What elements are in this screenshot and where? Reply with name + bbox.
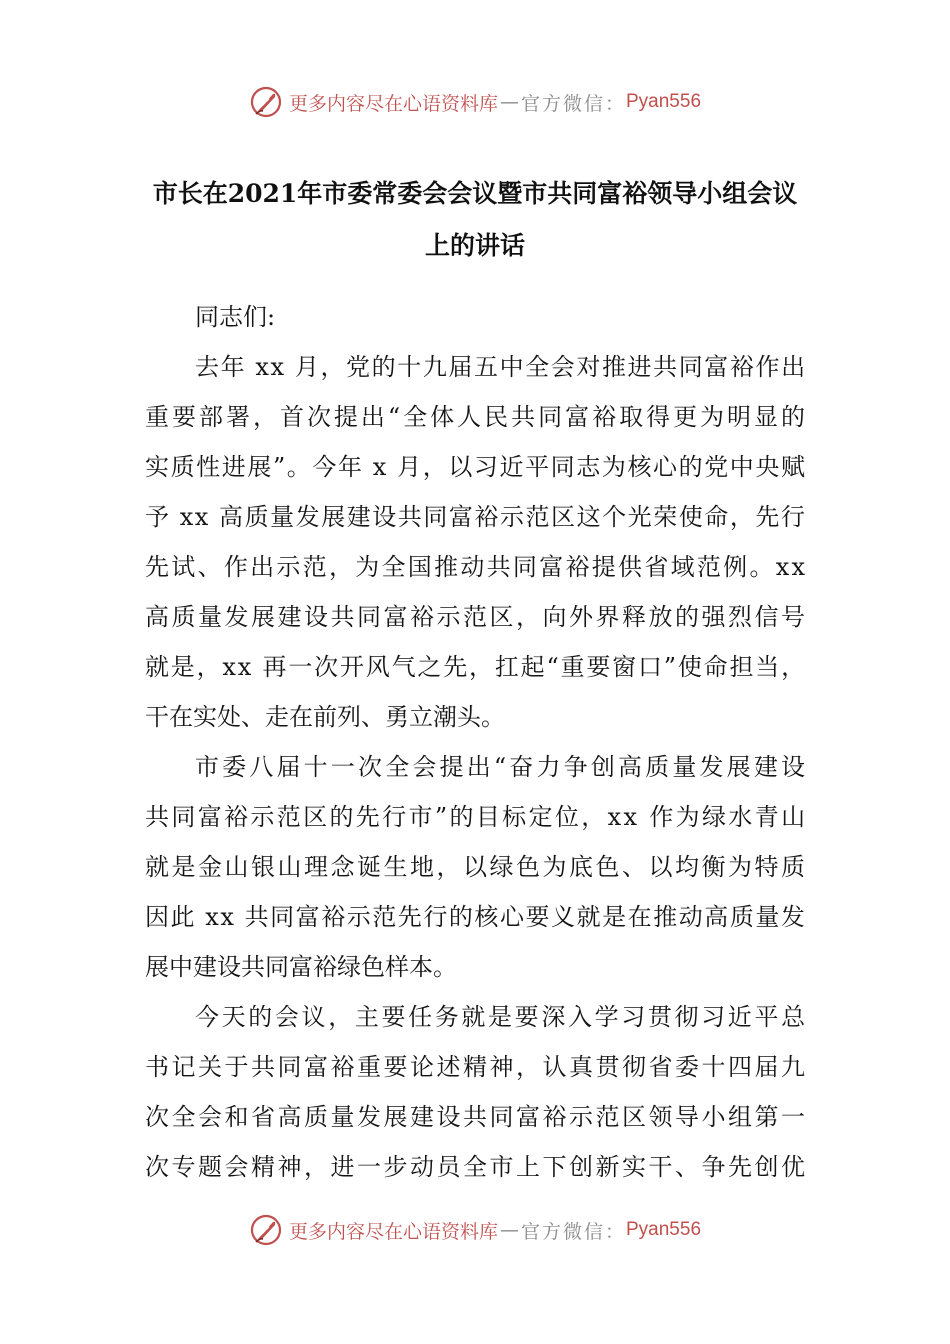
body-line: 干在实处、走在前列、勇立潮头。 [145,703,505,731]
body-line: 就是，xx 再一次开风气之先，扛起“重要窗口”使命担当， [145,653,807,681]
body-line: 因此 xx 共同富裕示范先行的核心要义就是在推动高质量发 [145,903,807,931]
banner-official-label: 官方微信： [520,1220,626,1243]
body-line: 先试、作出示范，为全国推动共同富裕提供省域范例。xx [145,553,808,581]
banner-wechat-id: Pyan556 [626,1219,702,1240]
banner-brand-text: 更多内容尽在心语资料库 [288,1220,498,1243]
body-line: 去年 xx 月，党的十九届五中全会对推进共同富裕作出 [195,353,807,381]
body-line: 予 xx 高质量发展建设共同富裕示范区这个光荣使命，先行 [145,503,807,531]
body-line: 今天的会议，主要任务就是要深入学习贯彻习近平总 [195,1003,808,1031]
banner-brand-text: 更多内容尽在心语资料库 [288,92,498,115]
banner-official-label: 官方微信： [520,92,626,115]
body-line: 市委八届十一次全会提出“奋力争创高质量发展建设 [195,753,809,781]
quill-pen-logo-icon [249,85,283,119]
banner-wechat-id: Pyan556 [626,91,702,112]
top-banner [0,80,950,124]
body-line: 就是金山银山理念诞生地，以绿色为底色、以均衡为特质 [145,853,808,881]
body-line: 重要部署，首次提出“全体人民共同富裕取得更为明显的 [145,403,809,431]
body-line: 实质性进展”。今年 x 月，以习近平同志为核心的党中央赋 [145,453,807,481]
banner-separator: — [499,91,519,113]
body-line: 书记关于共同富裕重要论述精神，认真贯彻省委十四届九 [145,1053,808,1081]
body-line: 次专题会精神，进一步动员全市上下创新实干、争先创优 [145,1153,808,1181]
body-line: 次全会和省高质量发展建设共同富裕示范区领导小组第一 [145,1103,808,1131]
body-line: 共同富裕示范区的先行市”的目标定位，xx 作为绿水青山 [145,803,808,831]
banner-separator: — [499,1219,519,1241]
quill-pen-logo-icon [249,1213,283,1247]
salutation: 同志们: [195,303,276,331]
bottom-banner [0,1208,950,1252]
body-line: 展中建设共同富裕绿色样本。 [145,953,457,981]
body-line: 高质量发展建设共同富裕示范区，向外界释放的强烈信号 [145,603,808,631]
document-title-line-2: 上的讲话 [424,231,525,260]
document-title-line-1: 市长在2021年市委常委会会议暨市共同富裕领导小组会议 [152,179,798,208]
